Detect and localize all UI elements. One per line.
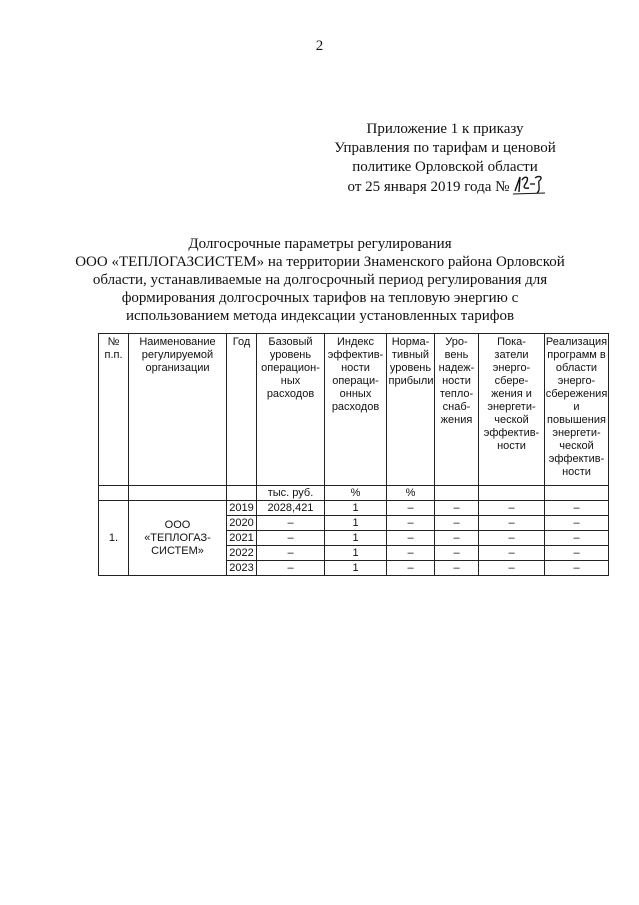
page-number: 2	[315, 38, 324, 54]
document-title	[70, 235, 570, 325]
parameters-table	[98, 333, 609, 576]
appendix-line-4	[300, 177, 590, 197]
unit-index: %	[325, 486, 387, 501]
header-efficiency-index: Индекс эффектив-ности операци-онных расходов	[325, 334, 387, 486]
header-organization: Наименование регулируемой организации	[129, 334, 227, 486]
title-line-1: Долгосрочные параметры регулирования	[188, 236, 452, 252]
table-row: 2020 – 1 – – – –	[99, 516, 609, 531]
org-number: 1.	[99, 501, 129, 576]
header-year: Год	[227, 334, 257, 486]
header-reliability: Уро-вень надеж-ности тепло-снаб-жения	[435, 334, 479, 486]
table-row: 2023 – 1 – – – –	[99, 561, 609, 576]
appendix-line-1: Приложение 1 к приказу	[366, 121, 524, 137]
appendix-line-3: политике Орловской области	[352, 159, 538, 175]
title-line-5: использованием метода индексации установленных тарифов	[125, 308, 515, 324]
appendix-line-2: Управления по тарифам и ценовой	[334, 140, 556, 156]
org-name: ООО «ТЕПЛОГАЗ- СИСТЕМ»	[129, 501, 227, 576]
unit-base: тыс. руб.	[257, 486, 325, 501]
order-date-text: от 25 января 2019 года №	[347, 179, 510, 195]
units-row	[99, 486, 609, 501]
header-profit-level: Норма-тивный уровень прибыли	[387, 334, 435, 486]
unit-profit: %	[387, 486, 435, 501]
table-row: 1. ООО «ТЕПЛОГАЗ- СИСТЕМ» 2019 2028,421 1 – – – –	[99, 501, 609, 516]
header-energy-programs: Реализация программ в области энерго-сбережения и повышения энергети-ческой эффектив-ности	[545, 334, 609, 486]
title-line-2: ООО «ТЕПЛОГАЗСИСТЕМ» на территории Знаменского района Орловской	[75, 254, 565, 270]
appendix-note	[300, 120, 590, 197]
title-line-3: области, устанавливаемые на долгосрочный период регулирования для	[92, 272, 548, 288]
header-energy-indicators: Пока-затели энерго-сбере-жения и энергети-ческой эффектив-ности	[479, 334, 545, 486]
handwritten-order-number	[512, 177, 542, 194]
table-row: 2021 – 1 – – – –	[99, 531, 609, 546]
header-base-level: Базовый уровень операцион-ных расходов	[257, 334, 325, 486]
table-row: 2022 – 1 – – – –	[99, 546, 609, 561]
title-line-4: формирования долгосрочных тарифов на тепловую энергию с	[121, 290, 519, 306]
header-num: № п.п.	[99, 334, 129, 486]
